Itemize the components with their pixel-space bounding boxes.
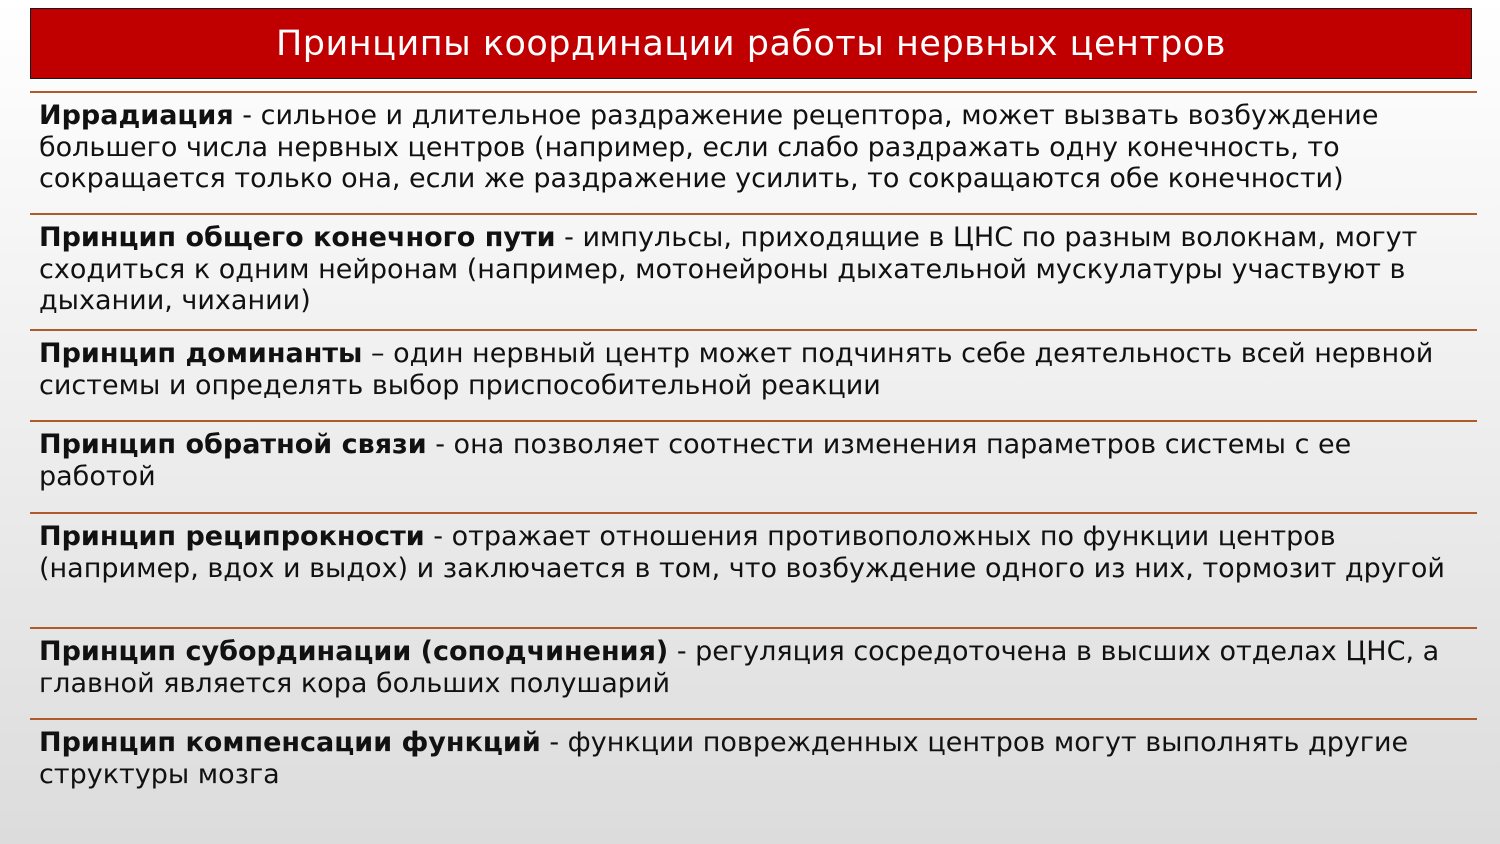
- list-item-common-final-path: [30, 213, 1477, 317]
- item-term: Иррадиация: [39, 100, 234, 131]
- item-term: Принцип субординации (соподчинения): [39, 636, 669, 667]
- item-term: Принцип компенсации функций: [39, 727, 541, 758]
- list-item-dominant: [30, 329, 1477, 401]
- item-term: Принцип обратной связи: [39, 429, 427, 460]
- item-description: – один нервный центр может подчинять себе деятельность всей нервной системы и определять выбор приспособительной реакции: [39, 338, 1434, 401]
- item-description: - отражает отношения противоположных по функции центров (например, вдох и выдох) и заключается в том, что возбуждение одного из них, тормозит другой: [39, 521, 1445, 584]
- list-item-reciprocity: [30, 512, 1477, 584]
- list-item-feedback: [30, 420, 1477, 492]
- item-term: Принцип общего конечного пути: [39, 222, 556, 253]
- item-paragraph: [39, 636, 1465, 699]
- item-term: Принцип реципрокности: [39, 521, 425, 552]
- item-paragraph: [39, 429, 1465, 492]
- list-item-subordination: [30, 627, 1477, 699]
- list-item-irradiation: [30, 91, 1477, 195]
- item-description: - функции поврежденных центров могут выполнять другие структуры мозга: [39, 727, 1409, 790]
- item-term: Принцип доминанты: [39, 338, 363, 369]
- item-paragraph: [39, 222, 1465, 317]
- slide-title-bar: [30, 8, 1472, 79]
- item-description: - регуляция сосредоточена в высших отделах ЦНС, а главной является кора больших полушарий: [39, 636, 1440, 699]
- list-item-compensation: [30, 718, 1477, 790]
- item-paragraph: [39, 521, 1465, 584]
- item-paragraph: [39, 338, 1465, 401]
- slide-title: Принципы координации работы нервных центров: [275, 23, 1227, 64]
- item-description: - сильное и длительное раздражение рецептора, может вызвать возбуждение большего числа нервных центров (например, если слабо раздражать одну конечность, то сокращается только она, если же раздражение усилить, то сокращаются обе конечности): [39, 100, 1379, 194]
- item-description: - импульсы, приходящие в ЦНС по разным волокнам, могут сходиться к одним нейронам (например, мотонейроны дыхательной мускулатуры участвуют в дыхании, чихании): [39, 222, 1418, 316]
- item-description: - она позволяет соотнести изменения параметров системы с ее работой: [39, 429, 1352, 492]
- item-paragraph: [39, 727, 1465, 790]
- item-paragraph: [39, 100, 1465, 195]
